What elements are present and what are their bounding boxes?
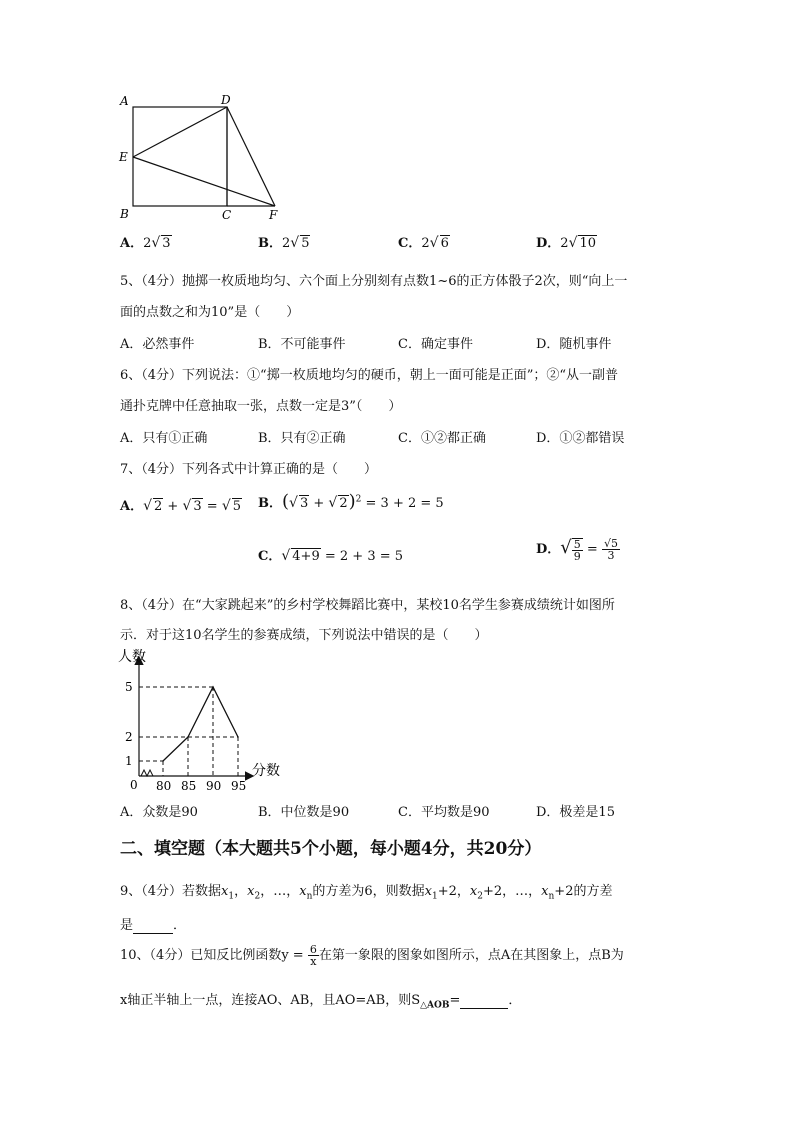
series-line <box>163 687 238 761</box>
segment-ed <box>133 107 227 157</box>
q8-option-b: B．中位数是90 <box>258 805 350 820</box>
q9-line2: 是 ． <box>120 918 187 933</box>
y-tick-5: 5 <box>125 680 133 694</box>
q7-option-c: C．√ 4+9 = 2 + 3 = 5 <box>258 548 404 564</box>
q6-option-b: B．只有②正确 <box>258 431 346 446</box>
q5-line1: 5、（4分）抛掷一枚质地均匀、六个面上分别刻有点数1~6的正方体骰子2次，则“向上一 <box>120 274 628 289</box>
origin-label: 0 <box>130 778 138 792</box>
q8-option-a: A．众数是90 <box>120 805 198 820</box>
q5-line2: 面的点数之和为10”是（ ） <box>120 305 300 320</box>
q10-line1: 10、（4分）已知反比例函数y = $\frac{6}{x}$ 在第一象限的图象如图所示，点A在其图象上，点B为 <box>120 943 624 968</box>
q7-option-d: D．√ $\frac{5}{9}$ = $\frac{√5}{3}$ <box>536 537 618 563</box>
axis-break <box>141 770 153 776</box>
q4-option-b: B．2√ 5 <box>258 235 310 251</box>
q8-option-c: C．平均数是90 <box>398 805 490 820</box>
label-a: A <box>120 94 129 108</box>
x-tick-80: 80 <box>156 779 172 793</box>
data-point-90 <box>212 686 214 688</box>
q9-line1: 9、（4分）若数据$x_1$，$x_2$，…，$x_n$的方差为6，则数据$x_1+2$，$x_2+2$，…，$x_n+2$的方差 <box>120 884 613 902</box>
q4-option-a: A．2√ 3 <box>120 235 171 251</box>
x-tick-95: 95 <box>231 779 247 793</box>
segment-ef <box>133 157 275 206</box>
q6-line2: 通扑克牌中任意抽取一张，点数一定是3”（ ） <box>120 399 402 414</box>
y-tick-2: 2 <box>125 730 133 744</box>
square-abcd <box>133 107 227 206</box>
label-b: B <box>120 207 129 221</box>
q9-answer-blank[interactable] <box>133 918 173 934</box>
q8-option-d: D．极差是15 <box>536 805 615 820</box>
score-line-chart <box>112 644 302 794</box>
q5-option-d: D．随机事件 <box>536 337 612 352</box>
q5-option-c: C．确定事件 <box>398 337 473 352</box>
q7-line1: 7、（4分）下列各式中计算正确的是（ ） <box>120 462 378 477</box>
x-axis-label: 分数 <box>252 763 280 779</box>
y-axis-label: 人数 <box>118 649 146 665</box>
data-point-85 <box>187 736 189 738</box>
label-c: C <box>222 208 232 222</box>
data-point-95 <box>237 736 239 738</box>
q7-option-b: B．(√ 3 + √ 2)$^2$ = 3 + 2 = 5 <box>258 491 444 512</box>
label-d: D <box>221 93 231 107</box>
y-tick-1: 1 <box>125 754 133 768</box>
q7-option-a: A．√ 2 + √ 3 = √ 5 <box>120 498 242 514</box>
q10-answer-blank[interactable] <box>460 993 508 1009</box>
label-f: F <box>269 208 278 222</box>
segment-df <box>227 107 275 206</box>
q4-option-d: D．2√ 10 <box>536 235 597 251</box>
q5-option-a: A．必然事件 <box>120 337 195 352</box>
q6-line1: 6、（4分）下列说法：①“掷一枚质地均匀的硬币，朝上一面可能是正面”；②“从一副普 <box>120 368 618 383</box>
q5-option-b: B．不可能事件 <box>258 337 346 352</box>
q4-option-c: C．2√ 6 <box>398 235 449 251</box>
q6-option-a: A．只有①正确 <box>120 431 208 446</box>
q8-line1: 8、（4分）在“大家跳起来”的乡村学校舞蹈比赛中，某校10名学生参赛成绩统计如图所 <box>120 598 615 613</box>
q6-option-c: C．①②都正确 <box>398 431 486 446</box>
label-e: E <box>119 150 128 164</box>
x-tick-90: 90 <box>206 779 222 793</box>
section-title: 二、填空题（本大题共5个小题，每小题4分，共20分） <box>120 839 542 859</box>
x-tick-85: 85 <box>181 779 197 793</box>
q10-line2: x轴正半轴上一点，连接AO、AB，且AO=AB，则$S_{\triangle AOB}=$ ． <box>120 993 522 1011</box>
data-point-80 <box>162 760 164 762</box>
q6-option-d: D．①②都错误 <box>536 431 625 446</box>
geometry-figure <box>112 90 292 225</box>
q8-line2: 示．对于这10名学生的参赛成绩，下列说法中错误的是（ ） <box>120 628 488 643</box>
